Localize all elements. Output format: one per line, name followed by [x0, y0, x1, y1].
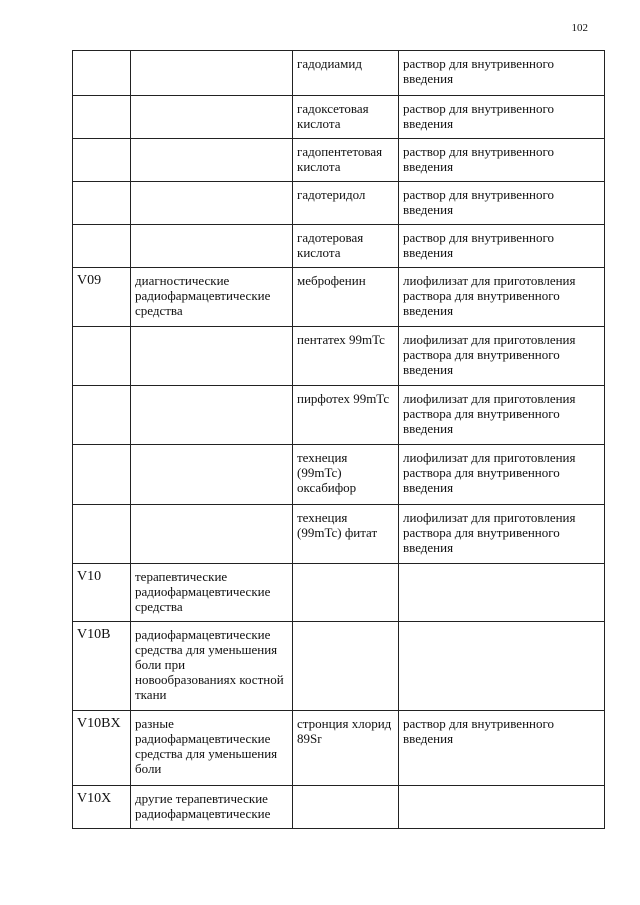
group-cell	[131, 182, 293, 225]
drug-name-cell	[293, 786, 399, 829]
group-cell	[131, 327, 293, 386]
table-row	[73, 268, 605, 327]
drug-name-cell: пентатех 99mTc	[293, 327, 399, 386]
atc-code-cell	[73, 139, 131, 182]
dosage-form-cell: лиофилизат для приготовления раствора для внутривенного введения	[399, 505, 605, 564]
atc-code-cell	[73, 96, 131, 139]
atc-code-cell: V10B	[73, 622, 131, 711]
group-cell: терапевтические радиофармацевтические средства	[131, 564, 293, 622]
dosage-form-cell: лиофилизат для приготовления раствора для внутривенного введения	[399, 268, 605, 327]
group-cell: радиофармацевтические средства для уменьшения боли при новообразованиях костной ткани	[131, 622, 293, 711]
group-cell	[131, 51, 293, 96]
table-row	[73, 564, 605, 622]
dosage-form-cell: раствор для внутривенного введения	[399, 139, 605, 182]
table-row	[73, 622, 605, 711]
drug-name-cell: стронция хлорид 89Sr	[293, 711, 399, 786]
dosage-form-cell: лиофилизат для приготовления раствора для внутривенного введения	[399, 327, 605, 386]
atc-code-cell	[73, 445, 131, 505]
group-cell	[131, 386, 293, 445]
table-row	[73, 445, 605, 505]
drug-name-cell	[293, 564, 399, 622]
atc-code-cell	[73, 182, 131, 225]
dosage-form-cell: лиофилизат для приготовления раствора для внутривенного введения	[399, 386, 605, 445]
atc-code-cell	[73, 51, 131, 96]
table-row	[73, 225, 605, 268]
drug-name-cell: гадотеровая кислота	[293, 225, 399, 268]
dosage-form-cell	[399, 622, 605, 711]
atc-code-cell: V10X	[73, 786, 131, 829]
drug-table	[72, 50, 605, 829]
table-row	[73, 327, 605, 386]
drug-name-cell: технеция (99mTc) оксабифор	[293, 445, 399, 505]
drug-name-cell: технеция (99mTc) фитат	[293, 505, 399, 564]
table-row	[73, 139, 605, 182]
atc-code-cell	[73, 327, 131, 386]
drug-name-cell: пирфотех 99mTc	[293, 386, 399, 445]
group-cell: диагностические радиофармацевтические средства	[131, 268, 293, 327]
atc-code-cell: V10BX	[73, 711, 131, 786]
atc-code-cell	[73, 505, 131, 564]
atc-code-cell: V10	[73, 564, 131, 622]
dosage-form-cell	[399, 786, 605, 829]
dosage-form-cell: раствор для внутривенного введения	[399, 182, 605, 225]
drug-name-cell	[293, 622, 399, 711]
dosage-form-cell: раствор для внутривенного введения	[399, 711, 605, 786]
atc-code-cell: V09	[73, 268, 131, 327]
drug-name-cell: гадоксетовая кислота	[293, 96, 399, 139]
drug-name-cell: гадодиамид	[293, 51, 399, 96]
dosage-form-cell	[399, 564, 605, 622]
group-cell	[131, 505, 293, 564]
group-cell	[131, 139, 293, 182]
table-row	[73, 182, 605, 225]
group-cell	[131, 225, 293, 268]
table-row	[73, 96, 605, 139]
group-cell: разные радиофармацевтические средства для уменьшения боли	[131, 711, 293, 786]
table-row	[73, 386, 605, 445]
table-row	[73, 786, 605, 829]
atc-code-cell	[73, 386, 131, 445]
group-cell: другие терапевтические радиофармацевтические	[131, 786, 293, 829]
page-number: 102	[571, 22, 588, 34]
dosage-form-cell: раствор для внутривенного введения	[399, 225, 605, 268]
drug-name-cell: гадопентетовая кислота	[293, 139, 399, 182]
drug-name-cell: гадотеридол	[293, 182, 399, 225]
dosage-form-cell: лиофилизат для приготовления раствора для внутривенного введения	[399, 445, 605, 505]
dosage-form-cell: раствор для внутривенного введения	[399, 96, 605, 139]
atc-code-cell	[73, 225, 131, 268]
drug-name-cell: меброфенин	[293, 268, 399, 327]
table-row	[73, 711, 605, 786]
table-row	[73, 505, 605, 564]
group-cell	[131, 96, 293, 139]
dosage-form-cell: раствор для внутривенного введения	[399, 51, 605, 96]
group-cell	[131, 445, 293, 505]
table-row	[73, 51, 605, 96]
